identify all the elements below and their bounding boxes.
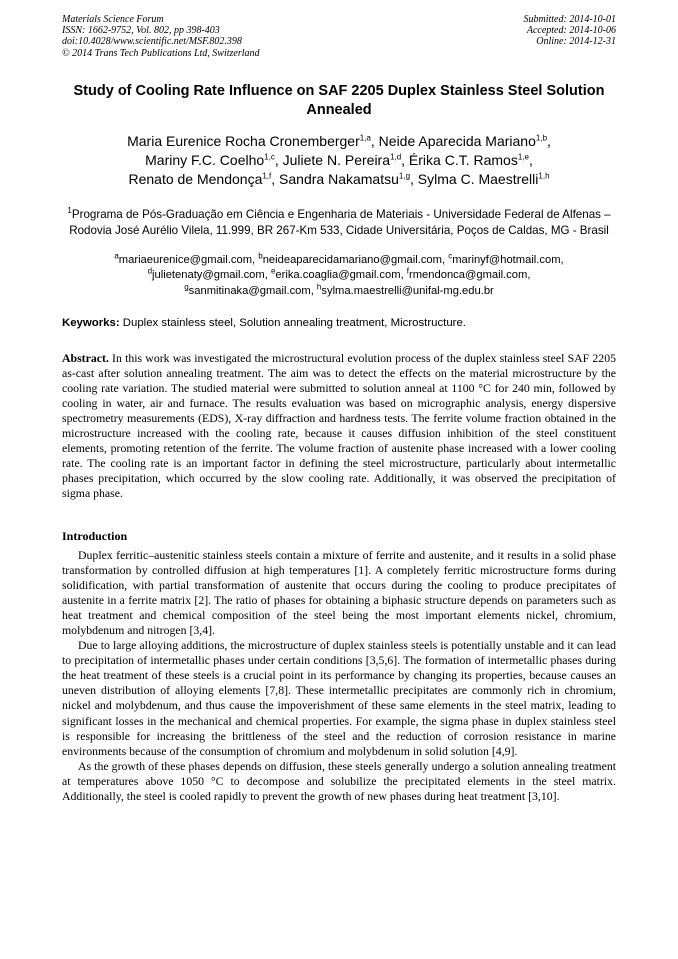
journal-info: [62, 14, 260, 59]
author-name: Renato de Mendonça: [128, 171, 263, 187]
author-affiliation-marker: 1,c: [264, 152, 275, 162]
email-address: julietenaty@gmail.com: [152, 269, 265, 282]
journal-issn: ISSN: 1662-9752, Vol. 802, pp 398-403: [62, 25, 220, 37]
author-name: Juliete N. Pereira: [282, 152, 391, 168]
online-date: Online: 2014-12-31: [536, 36, 616, 48]
author-affiliation-marker: 1,e: [517, 152, 529, 162]
email-address: rmendonca@gmail.com: [409, 269, 528, 282]
email-marker: g: [184, 282, 189, 292]
email-marker: d: [147, 266, 153, 276]
author-name: Mariny F.C. Coelho: [145, 152, 265, 168]
author-affiliation-marker: 1,g: [398, 171, 411, 181]
author-affiliation-marker: 1,d: [390, 152, 402, 162]
author-affiliation-marker: 1,b: [535, 133, 548, 143]
author-name: Sylma C. Maestrelli: [417, 171, 539, 187]
email-marker: e: [270, 266, 276, 276]
email-address: neideaparecidamariano@gmail.com: [262, 254, 442, 266]
affiliation-marker: 1: [67, 206, 72, 216]
author-name: Sandra Nakamatsu: [279, 171, 399, 187]
journal-name: Materials Science Forum: [62, 14, 164, 25]
author-name: Érika C.T. Ramos: [408, 152, 518, 168]
introduction-body: [62, 548, 616, 804]
email-marker: b: [258, 251, 263, 261]
email-marker: h: [316, 282, 322, 292]
submission-dates: [524, 14, 617, 48]
author-name: Maria Eurenice Rocha Cronemberger: [127, 133, 360, 149]
author-emails: $^a$mariaeurenice@gmail.com, $^b$neideaparecidamariano@gmail.com, $^c$marinyf@hotmail.com, $^d$julietenaty@gmail.com, $^e$erika.coaglia@gmail.com, $^f$rmendonca@gmail.com, $^g$sanmitinaka@gmail.com, $^h$sylma.maestrelli@unifal-mg.edu.br: [114, 251, 564, 297]
abstract-label: Abstract.: [62, 351, 109, 365]
email-address: marinyf@hotmail.com: [452, 254, 561, 266]
affiliation-text: Programa de Pós-Graduação em Ciência e Engenharia de Materiais - Universidade Federal de Alfenas – Rodovia José Aurélio Vilela, 11.999, BR 267-Km 533, Cidade Universitária, Poços de Caldas, MG - Brasil: [69, 208, 611, 237]
author-affiliation-marker: 1,f: [262, 171, 272, 181]
author-affiliation-marker: 1,a: [359, 133, 371, 143]
keywords-label: Keyworks:: [62, 317, 120, 329]
journal-doi: doi:10.4028/www.scientific.net/MSF.802.398: [62, 36, 242, 48]
email-marker: f: [406, 266, 410, 276]
paper-title: Study of Cooling Rate Influence on SAF 2205 Duplex Stainless Steel Solution Annealed: [73, 83, 605, 118]
keywords: [62, 316, 616, 330]
author-affiliation-marker: 1,h: [538, 171, 550, 181]
paragraph: As the growth of these phases depends on diffusion, these steels generally undergo a solution annealing treatment at temperatures above 1050 °C to decompose and solubilize the precipitated elements in the steel matrix. Additionally, the steel is cooled rapidly to prevent the growth of new phases during heat treatment [3,10].: [62, 758, 616, 803]
email-address: sanmitinaka@gmail.com: [188, 284, 311, 297]
journal-copyright: © 2014 Trans Tech Publications Ltd, Switzerland: [62, 47, 260, 59]
keywords-text: Duplex stainless steel, Solution annealing treatment, Microstructure.: [119, 317, 466, 329]
email-marker: c: [448, 251, 453, 261]
accepted-date: Accepted: 2014-10-06: [526, 25, 616, 37]
abstract: [62, 351, 616, 501]
paragraph: Duplex ferritic–austenitic stainless steels contain a mixture of ferrite and austenite, and it results in a solid phase transformation by controlled diffusion at high temperatures [1]. A completely ferritic microstructure forms during solidification, with partial transformation of austenite that occurs during the cooling to produce precipitates of austenite in a ferrite matrix [2]. The ratio of phases for obtaining a biphasic structure depends on parameters such as heat treatment and chemical composition of the steel being the most important elements nickel, chromium, molybdenum and nitrogen [3,4].: [62, 548, 616, 638]
email-address: erika.coaglia@gmail.com: [275, 269, 401, 282]
email-address: mariaeurenice@gmail.com: [118, 254, 253, 266]
paragraph: Due to large alloying additions, the microstructure of duplex stainless steels is potentially unstable and it can lead to precipitation of intermetallic phases under certain conditions [3,5,6]. The formation of intermetallic phases during the heat treatment of these steels is a crucial point in its performance by changing its properties, because causes an uneven distribution of alloying elements [7,8]. These intermetallic precipitates are commonly rich in chromium, nickel and molybdenum, and thus cause the impoverishment of these same elements in the steel matrix, leading to significant losses in the mechanical and chemical properties. For example, the sigma phase in duplex stainless steel is responsible for increasing the brittleness of the steel and the reduction of corrosion resistance in marine environments because of the consumption of chromium and molybdenum in solid solution [4,9].: [62, 638, 616, 758]
abstract-text: In this work was investigated the microstructural evolution process of the duplex stainless steel SAF 2205 as-cast after solution annealing treatment. The aim was to detect the effects on the material microstructure by the cooling rate variation. The studied material were submitted to solution anneal at 1100 °C for 240 min, followed by cooling in water, air and furnace. The results evaluation was based on micrographic analysis, energy dispersive spectrometry measurements (EDS), X-ray diffraction and hardness tests. The ferrite volume fraction obtained in the microstructure increased with the cooling rate, because it causes diffusion inhibition of the steel constituent elements, promoting retention of the ferrite. The volume fraction of austenite phase increased with a lower cooling rate. The cooling rate is an important factor in defining the steel microstructure, particularly about intermetallic phases precipitation, which occurred by the slow cooling rate. Additionally, it was observed the precipitation of sigma phase.: [62, 351, 616, 501]
email-address: sylma.maestrelli@unifal-mg.edu.br: [321, 284, 494, 297]
submitted-date: Submitted: 2014-10-01: [523, 14, 616, 25]
author-name: Neide Aparecida Mariano: [378, 133, 536, 149]
email-marker: a: [114, 251, 119, 261]
section-heading-introduction: Introduction: [62, 529, 128, 543]
affiliation: [62, 207, 616, 238]
author-list: Maria Eurenice Rocha Cronemberger$^{1,a}$, Neide Aparecida Mariano$^{1,b}$, Mariny F.C. Coelho$^{1,c}$, Juliete N. Pereira$^{1,d}$, Érika C.T. Ramos$^{1,e}$, Renato de Mendonça$^{1,f}$, Sandra Nakamatsu$^{1,g}$, Sylma C. Maestrelli$^{1,h}$: [127, 133, 551, 187]
